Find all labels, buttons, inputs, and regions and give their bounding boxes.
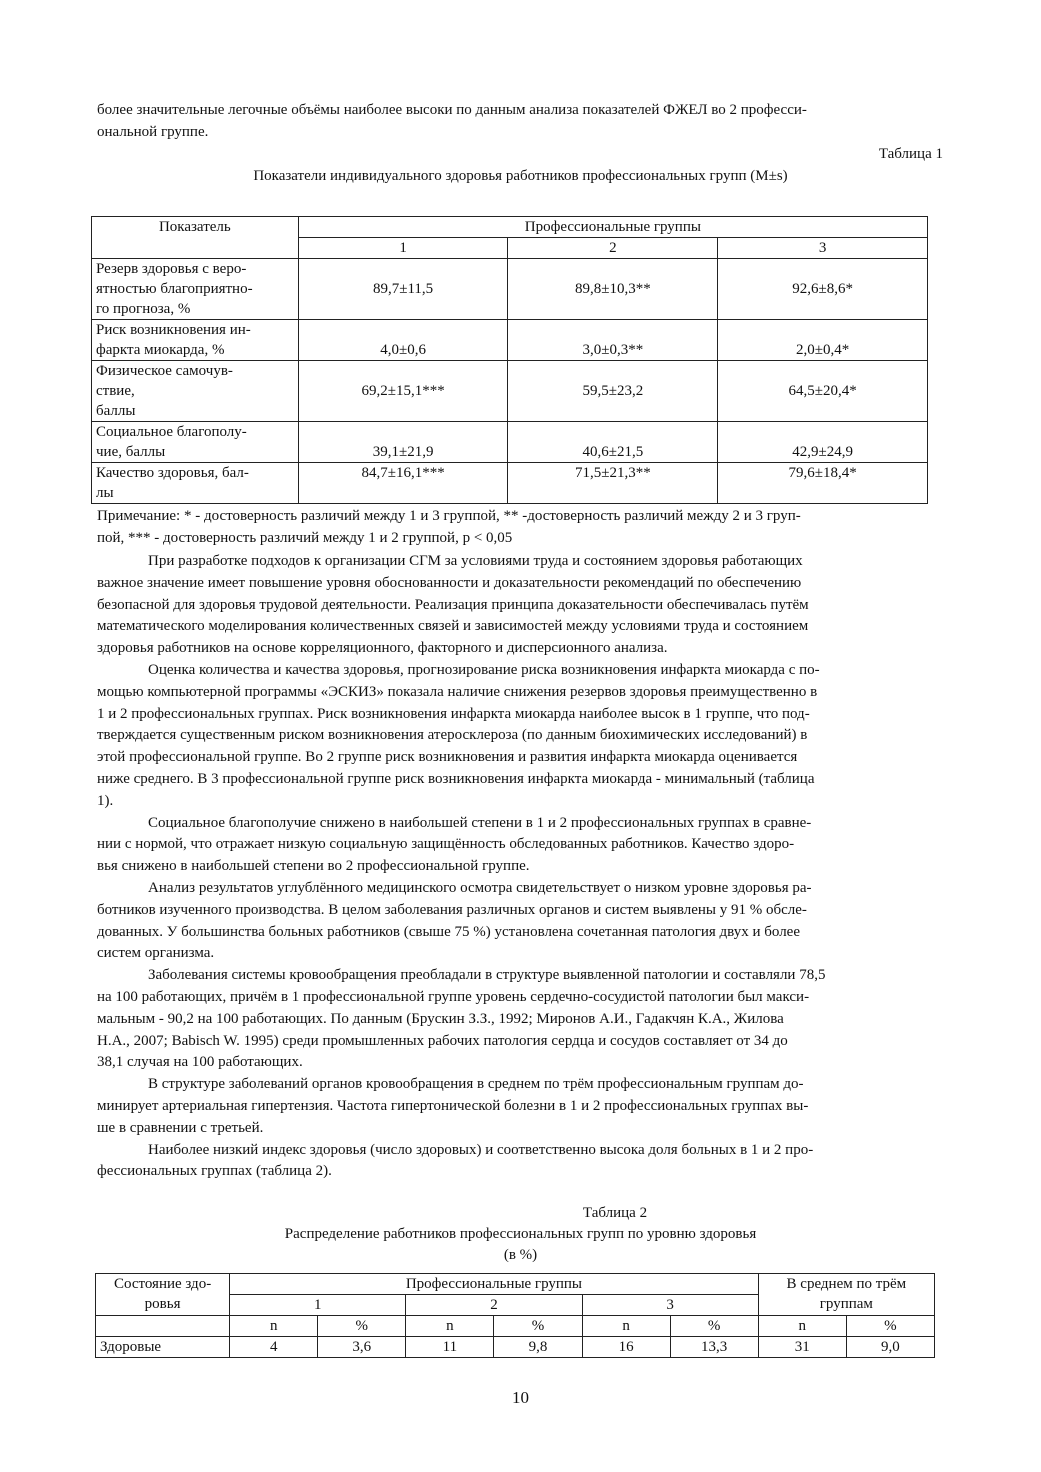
text-line: здоровья работников на основе корреляционного, факторного и дисперсионного анализа. [97, 640, 668, 657]
table-row [92, 463, 928, 504]
text-line: В структуре заболеваний органов кровообращения в среднем по трём профессиональным группам до- [148, 1076, 804, 1093]
text-line: вья снижено в наибольшей степени во 2 профессиональной группе. [97, 858, 530, 875]
group-number: 3 [582, 1295, 758, 1316]
sub-header: % [318, 1316, 406, 1337]
sub-header: n [230, 1316, 318, 1337]
table-cell: 39,1±21,9 [298, 422, 508, 463]
header-average: В среднем по трём группам [758, 1274, 934, 1316]
table-cell: 16 [582, 1337, 670, 1358]
body-text [97, 551, 944, 1183]
text-line: этой профессиональной группе. Во 2 группе риск возникновения и развития инфаркта миокарда оценивается [97, 749, 798, 766]
table2-caption: Распределение работников профессиональных групп по уровню здоровья [284, 1226, 757, 1242]
paragraph [97, 1140, 944, 1184]
table-subheader-row [96, 1316, 935, 1337]
group-number: 2 [508, 238, 718, 259]
text-line: тверждается существенным риском возникновения атеросклероза (по данным биохимических исследований) в [97, 727, 808, 744]
table-cell: 4,0±0,6 [298, 320, 508, 361]
table-cell: 31 [758, 1337, 846, 1358]
table-cell: 2,0±0,4* [718, 320, 928, 361]
row-label: Резерв здоровья с веро- ятностью благоприятно- го прогноза, % [92, 259, 299, 320]
text-line: ше в сравнении с третьей. [97, 1119, 264, 1136]
text-line: 38,1 случая на 100 работающих. [97, 1054, 303, 1071]
table-cell: 11 [406, 1337, 494, 1358]
table-cell: 71,5±21,3** [508, 463, 718, 504]
table2-caption-unit: (в %) [503, 1247, 538, 1263]
text-line: на 100 работающих, причём в 1 профессиональной группе уровень сердечно-сосудистой патологии был макси- [97, 988, 810, 1005]
text-line: нии с нормой, что отражает низкую социальную защищённость обследованных работников. Качество здоро- [97, 836, 795, 853]
text-line: При разработке подходов к организации СГМ за условиями труда и состоянием здоровья работающих [148, 553, 803, 569]
text-line: математического моделирования количественных связей и зависимостей между условиями труда и состоянием [97, 618, 809, 635]
table-cell: 89,7±11,5 [298, 259, 508, 320]
text-line: ональной группе. [97, 123, 209, 140]
row-label: Качество здоровья, бал- лы [92, 463, 299, 504]
text-line: дованных. У большинства больных работников (свыше 75 %) установлена сочетанная патология двух и более [97, 923, 800, 940]
sub-header: % [494, 1316, 582, 1337]
table-cell: 59,5±23,2 [508, 361, 718, 422]
table-header-row [92, 217, 928, 238]
paragraph [97, 878, 944, 965]
table-row [92, 320, 928, 361]
sub-header: % [846, 1316, 934, 1337]
text-line: Анализ результатов углублённого медицинского осмотра свидетельствует о низком уровне здоровья ра- [148, 879, 812, 896]
table1-note [97, 506, 944, 550]
text-line: безопасной для здоровья трудовой деятельности. Реализация принципа доказательности обеспечивалась путём [97, 596, 809, 613]
group-number: 1 [230, 1295, 406, 1316]
header-groups: Профессиональные группы [298, 217, 927, 238]
table1 [91, 216, 928, 504]
text-line: Н.А., 2007; Babisch W. 1995) среди промышленных рабочих патология сердца и сосудов составляет от 34 до [97, 1032, 788, 1049]
table-cell: 84,7±16,1*** [298, 463, 508, 504]
paragraph [97, 813, 944, 878]
text-line: минирует артериальная гипертензия. Частота гипертонической болезни в 1 и 2 профессиональных группах вы- [97, 1097, 809, 1114]
table2-label: Таблица 2 [582, 1205, 648, 1221]
sub-header: n [582, 1316, 670, 1337]
text-line: ботников изученного производства. В целом заболевания различных органов и систем выявлены у 91 % обсле- [97, 901, 807, 918]
text-line: ниже среднего. В 3 профессиональной группе риск возникновения инфаркта миокарда - минимальный (таблица [97, 770, 815, 787]
text-line: 1). [97, 792, 114, 809]
row-label: Физическое самочув- ствие, баллы [92, 361, 299, 422]
table-cell: 4 [230, 1337, 318, 1358]
sub-header: n [406, 1316, 494, 1337]
table-cell: 92,6±8,6* [718, 259, 928, 320]
text-line: мощью компьютерной программы «ЭСКИЗ» показала наличие снижения резервов здоровья преимущественно в [97, 683, 818, 700]
table-row [96, 1337, 935, 1358]
table-cell: 89,8±10,3** [508, 259, 718, 320]
text-line: более значительные легочные объёмы наиболее высоки по данным анализа показателей ФЖЕЛ во 2 професси- [97, 102, 807, 118]
paragraph [97, 965, 944, 1074]
sub-header: % [670, 1316, 758, 1337]
table-header-row [96, 1274, 935, 1295]
text-line: мальным - 90,2 на 100 работающих. По данным (Брускин З.З., 1992; Миронов А.И., Гадакчян К.А., Жилова [97, 1010, 784, 1027]
paragraph [97, 660, 944, 813]
table1-label: Таблица 1 [878, 146, 943, 162]
group-number: 1 [298, 238, 508, 259]
table1-caption: Показатели индивидуального здоровья работников профессиональных групп (M±s) [253, 168, 788, 184]
text-line: систем организма. [97, 945, 215, 962]
sub-header: n [758, 1316, 846, 1337]
table-cell: 9,8 [494, 1337, 582, 1358]
table-cell: 69,2±15,1*** [298, 361, 508, 422]
group-number: 2 [406, 1295, 582, 1316]
table2 [95, 1273, 935, 1358]
text-line: важное значение имеет повышение уровня обоснованности и доказательности рекомендаций по обеспечению [97, 574, 802, 591]
header-indicator: Показатель [92, 217, 299, 259]
table-cell: 42,9±24,9 [718, 422, 928, 463]
table-row [92, 422, 928, 463]
table-row [92, 259, 928, 320]
table-cell [96, 1316, 230, 1337]
paragraph [97, 1074, 944, 1139]
text-line: 1 и 2 профессиональных группах. Риск возникновения инфаркта миокарда наиболее высок в 1 группе, что под- [97, 705, 810, 722]
paragraph [97, 551, 944, 660]
text-line: Наиболее низкий индекс здоровья (число здоровых) и соответственно высока доля больных в 1 и 2 про- [148, 1141, 814, 1158]
table-cell: 40,6±21,5 [508, 422, 718, 463]
text-line: Оценка количества и качества здоровья, прогнозирование риска возникновения инфаркта миокарда с по- [148, 661, 820, 678]
text-line: Заболевания системы кровообращения преобладали в структуре выявленной патологии и составляли 78,5 [148, 967, 826, 984]
row-label: Социальное благополу- чие, баллы [92, 422, 299, 463]
table-cell: 3,6 [318, 1337, 406, 1358]
table-cell: 13,3 [670, 1337, 758, 1358]
row-label: Здоровые [96, 1337, 230, 1358]
header-state: Состояние здо- ровья [96, 1274, 230, 1316]
group-number: 3 [718, 238, 928, 259]
table-cell: 9,0 [846, 1337, 934, 1358]
text-line: Примечание: * - достоверность различий между 1 и 3 группой, ** -достоверность различий между 2 и 3 груп- [97, 508, 801, 524]
intro-text [97, 100, 944, 144]
table-row [92, 361, 928, 422]
text-line: пой, *** - достоверность различий между 1 и 2 группой, p < 0,05 [97, 529, 513, 546]
table-cell: 3,0±0,3** [508, 320, 718, 361]
text-line: Социальное благополучие снижено в наибольшей степени в 1 и 2 профессиональных группах в сравне- [148, 814, 812, 831]
header-groups: Профессиональные группы [230, 1274, 759, 1295]
table-cell: 79,6±18,4* [718, 463, 928, 504]
page-number: 10 [512, 1388, 529, 1407]
table-cell: 64,5±20,4* [718, 361, 928, 422]
text-line: фессиональных группах (таблица 2). [97, 1163, 332, 1180]
row-label: Риск возникновения ин- фаркта миокарда, % [92, 320, 299, 361]
